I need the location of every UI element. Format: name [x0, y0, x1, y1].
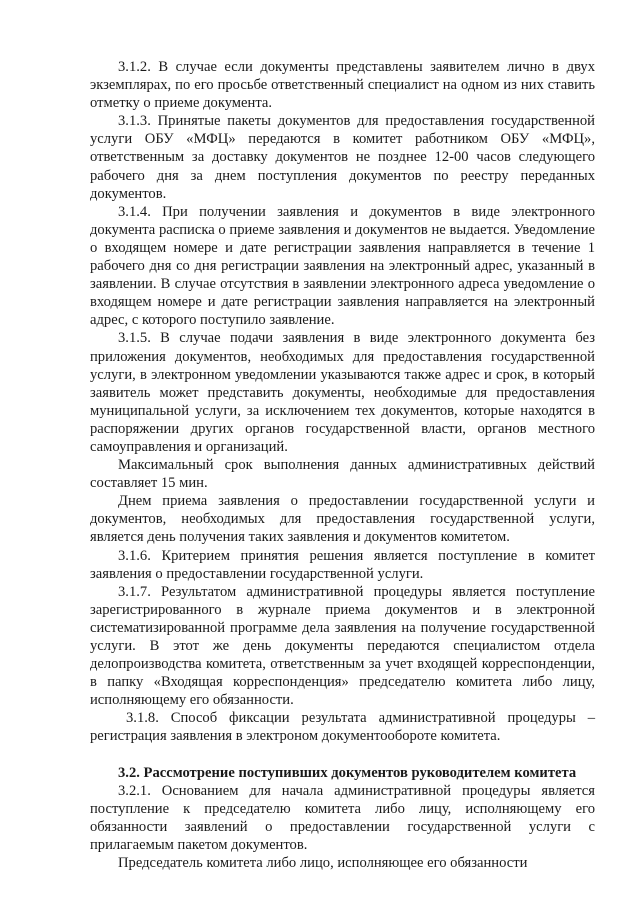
paragraph-3-1-4: 3.1.4. При получении заявления и документов в виде электронного документа расписка о приеме заявления и документов не выдается. Уведомление о входящем номере и дате регистрации заявления направляется в течение 1 рабочего дня со дня регистрации заявления на электронный адрес, указанный в заявлении. В случае отсутствия в заявлении электронного адреса уведомление о входящем номере и дате регистрации заявления направляется на электронный адрес, с которого поступило заявление. — [90, 203, 595, 329]
paragraph-3-1-5: 3.1.5. В случае подачи заявления в виде электронного документа без приложения документов, необходимых для предоставления государственной услуги, в электронном уведомлении указываются также адрес и срок, в который заявитель может представить документы, необходимые для предоставления муниципальной услуги, за исключением тех документов, которые находятся в распоряжении других органов государственной власти, органов местного самоуправления и организаций. — [90, 330, 595, 455]
section-spacer — [90, 746, 595, 764]
paragraph-3-1-2: 3.1.2. В случае если документы представлены заявителем лично в двух экземплярах, по его просьбе ответственный специалист на одном из них ставить отметку о приеме документа. — [90, 59, 595, 112]
paragraph-3-1-8: 3.1.8. Способ фиксации результата административной процедуры – регистрация заявления в электроном документообороте комитета. — [90, 710, 595, 745]
paragraph-3-1-7: 3.1.7. Результатом административной процедуры является поступление зарегистрированного в журнале приема документов и в электронной систематизированной программе дела заявления на получение государственной услуги. В этот же день документы передаются специалистом отдела делопроизводства комитета, ответственным за учет входящей корреспонденции, в папку «Входящая корреспонденция» председателю комитета либо лицу, исполняющему его обязанности. — [90, 583, 595, 709]
paragraph-3-1-3: 3.1.3. Принятые пакеты документов для предоставления государственной услуги ОБУ «МФЦ» передаются в комитет работником ОБУ «МФЦ», ответственным за доставку документов не позднее 12-00 часов следующего рабочего дня за днем поступления документов по реестру переданных документов. — [90, 113, 595, 202]
paragraph-chairman: Председатель комитета либо лицо, исполняющее его обязанности — [118, 855, 528, 872]
paragraph-day-of-receipt: Днем приема заявления о предоставлении государственной услуги и документов, необходимых для предоставления государственной услуги, является день получения таких заявления и документов комитетом. — [90, 493, 595, 546]
paragraph-max-time: Максимальный срок выполнения данных административных действий составляет 15 мин. — [90, 457, 595, 492]
document-page — [90, 58, 595, 872]
paragraph-3-1-6: 3.1.6. Критерием принятия решения является поступление в комитет заявления о предоставлении государственной услуги. — [90, 547, 595, 582]
section-heading-3-2: 3.2. Рассмотрение поступивших документов руководителем комитета — [118, 764, 577, 781]
paragraph-3-2-1: 3.2.1. Основанием для начала административной процедуры является поступление к председателю комитета либо лицу, исполняющему его обязанности заявлений о предоставлении государственной услуги с прилагаемым пакетом документов. — [90, 782, 595, 853]
